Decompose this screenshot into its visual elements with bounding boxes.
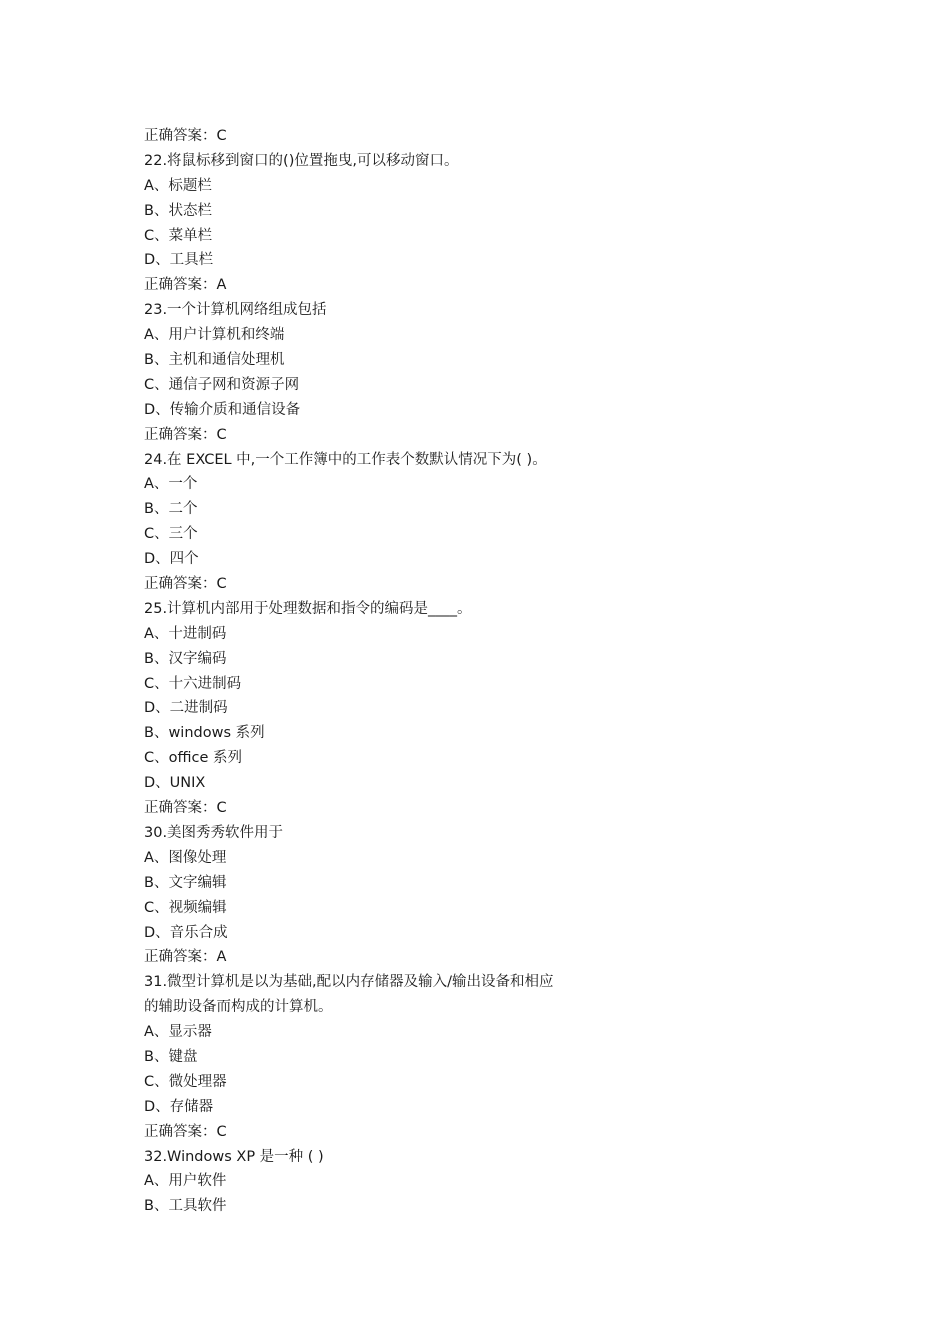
option-line: B、状态栏 [144,202,212,219]
option-line: C、三个 [144,526,198,543]
option-line: D、音乐合成 [144,924,228,941]
option-line: A、图像处理 [144,849,227,866]
option-line: D、存储器 [144,1098,214,1115]
option-line: A、用户计算机和终端 [144,327,285,344]
option-line: D、UNIX [144,775,206,792]
option-line: A、用户软件 [144,1173,227,1190]
question-line: 23.一个计算机网络组成包括 [144,302,327,319]
question-line-continued: 的辅助设备而构成的计算机。 [144,999,333,1016]
option-line: C、菜单栏 [144,227,213,244]
option-line: C、视频编辑 [144,899,227,916]
option-line: D、工具栏 [144,252,214,269]
option-line: B、二个 [144,501,198,518]
answer-line: 正确答案：C [144,1123,227,1140]
option-line: C、office 系列 [144,750,243,767]
answer-line: 正确答案：A [144,277,227,294]
answer-line: 正确答案：A [144,949,227,966]
option-line: D、传输介质和通信设备 [144,401,301,418]
question-line: 24.在 EXCEL 中,一个工作簿中的工作表个数默认情况下为( )。 [144,451,547,468]
option-line: B、工具软件 [144,1198,227,1215]
option-line: B、windows 系列 [144,725,265,742]
answer-line: 正确答案：C [144,426,227,443]
question-line: 25.计算机内部用于处理数据和指令的编码是____。 [144,600,472,617]
option-line: B、汉字编码 [144,650,227,667]
question-line: 32.Windows XP 是一种 ( ) [144,1148,324,1165]
question-line: 31.微型计算机是以为基础,配以内存储器及输入/输出设备和相应 [144,974,554,991]
option-line: B、文字编辑 [144,874,227,891]
option-line: C、通信子网和资源子网 [144,376,300,393]
question-line: 30.美图秀秀软件用于 [144,824,284,841]
option-line: B、主机和通信处理机 [144,352,285,369]
option-line: D、四个 [144,551,199,568]
option-line: D、二进制码 [144,700,228,717]
answer-line: 正确答案：C [144,800,227,817]
option-line: A、显示器 [144,1024,212,1041]
option-line: B、键盘 [144,1048,198,1065]
answer-line: 正确答案：C [144,128,227,144]
question-line: 22.将鼠标移到窗口的()位置拖曳,可以移动窗口。 [144,152,459,169]
option-line: A、标题栏 [144,177,212,194]
option-line: A、十进制码 [144,625,227,642]
answer-line: 正确答案：C [144,576,227,593]
option-line: C、微处理器 [144,1073,227,1090]
question-list [144,124,844,1219]
option-line: A、一个 [144,476,198,493]
option-line: C、十六进制码 [144,675,242,692]
